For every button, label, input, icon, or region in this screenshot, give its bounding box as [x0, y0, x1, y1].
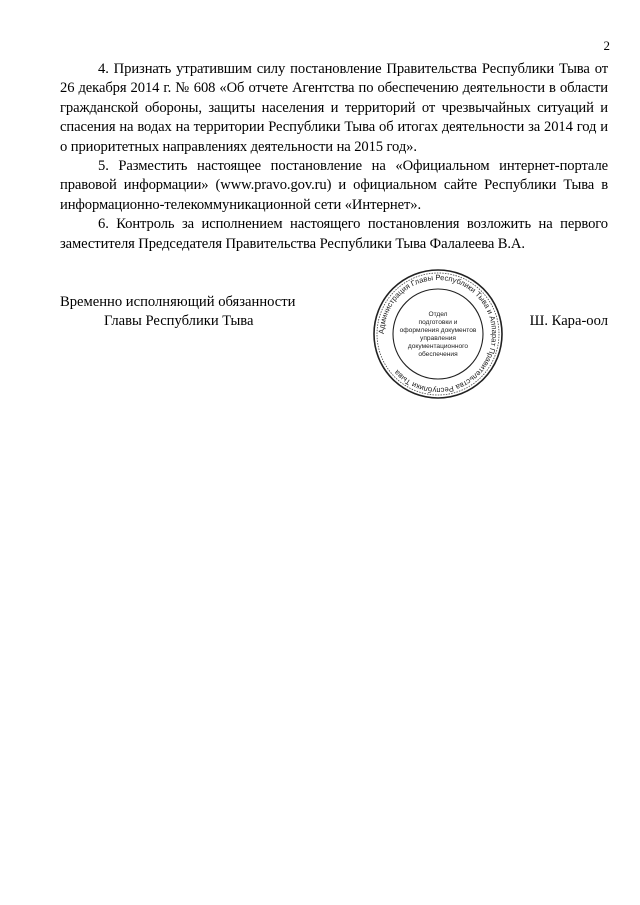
signatory-position-line2: Главы Республики Тыва [104, 313, 254, 330]
signatory-name: Ш. Кара-оол [529, 313, 608, 329]
stamp-inner-line: управления [420, 335, 456, 342]
signatory-position [60, 293, 295, 332]
signature-block [60, 268, 608, 398]
paragraph-5: 5. Разместить настоящее постановление на «Официальном интернет-портале правовой информации» (www.pravo.gov.ru) и официальном сайте Республики Тыва в информационно-телекоммуникационной сети «Интернет». [60, 158, 608, 213]
stamp-inner-line: Отдел [428, 311, 448, 318]
official-stamp [372, 268, 504, 400]
paragraph-6: 6. Контроль за исполнением настоящего постановления возложить на первого заместителя Председателя Правительства Республики Тыва Фалалеева В.А. [60, 216, 608, 252]
signatory-position-line1: Временно исполняющий обязанности [60, 294, 296, 310]
stamp-inner-line: оформления документов [399, 327, 477, 334]
stamp-inner-line: подготовки и [418, 319, 458, 326]
stamp-inner-line: обеспечения [418, 351, 458, 358]
document-body [60, 60, 608, 254]
stamp-inner-text [400, 311, 477, 358]
page-number: 2 [603, 38, 610, 53]
stamp-outer-text: Администрация Главы Республики Тыва и Аппарат Правительства Республики Тыва [376, 272, 500, 396]
paragraph-4: 4. Признать утратившим силу постановление Правительства Республики Тыва от 26 декабря 2014 г. № 608 «Об отчете Агентства по обеспечению деятельности в области гражданской обороны, защиты населения и территорий от чрезвычайных ситуаций и спасения на водах на территории Республики Тыва об итогах деятельности за 2014 год и о приоритетных направлениях деятельности на 2015 год». [60, 61, 608, 155]
stamp-inner-line: документационного [407, 343, 469, 350]
